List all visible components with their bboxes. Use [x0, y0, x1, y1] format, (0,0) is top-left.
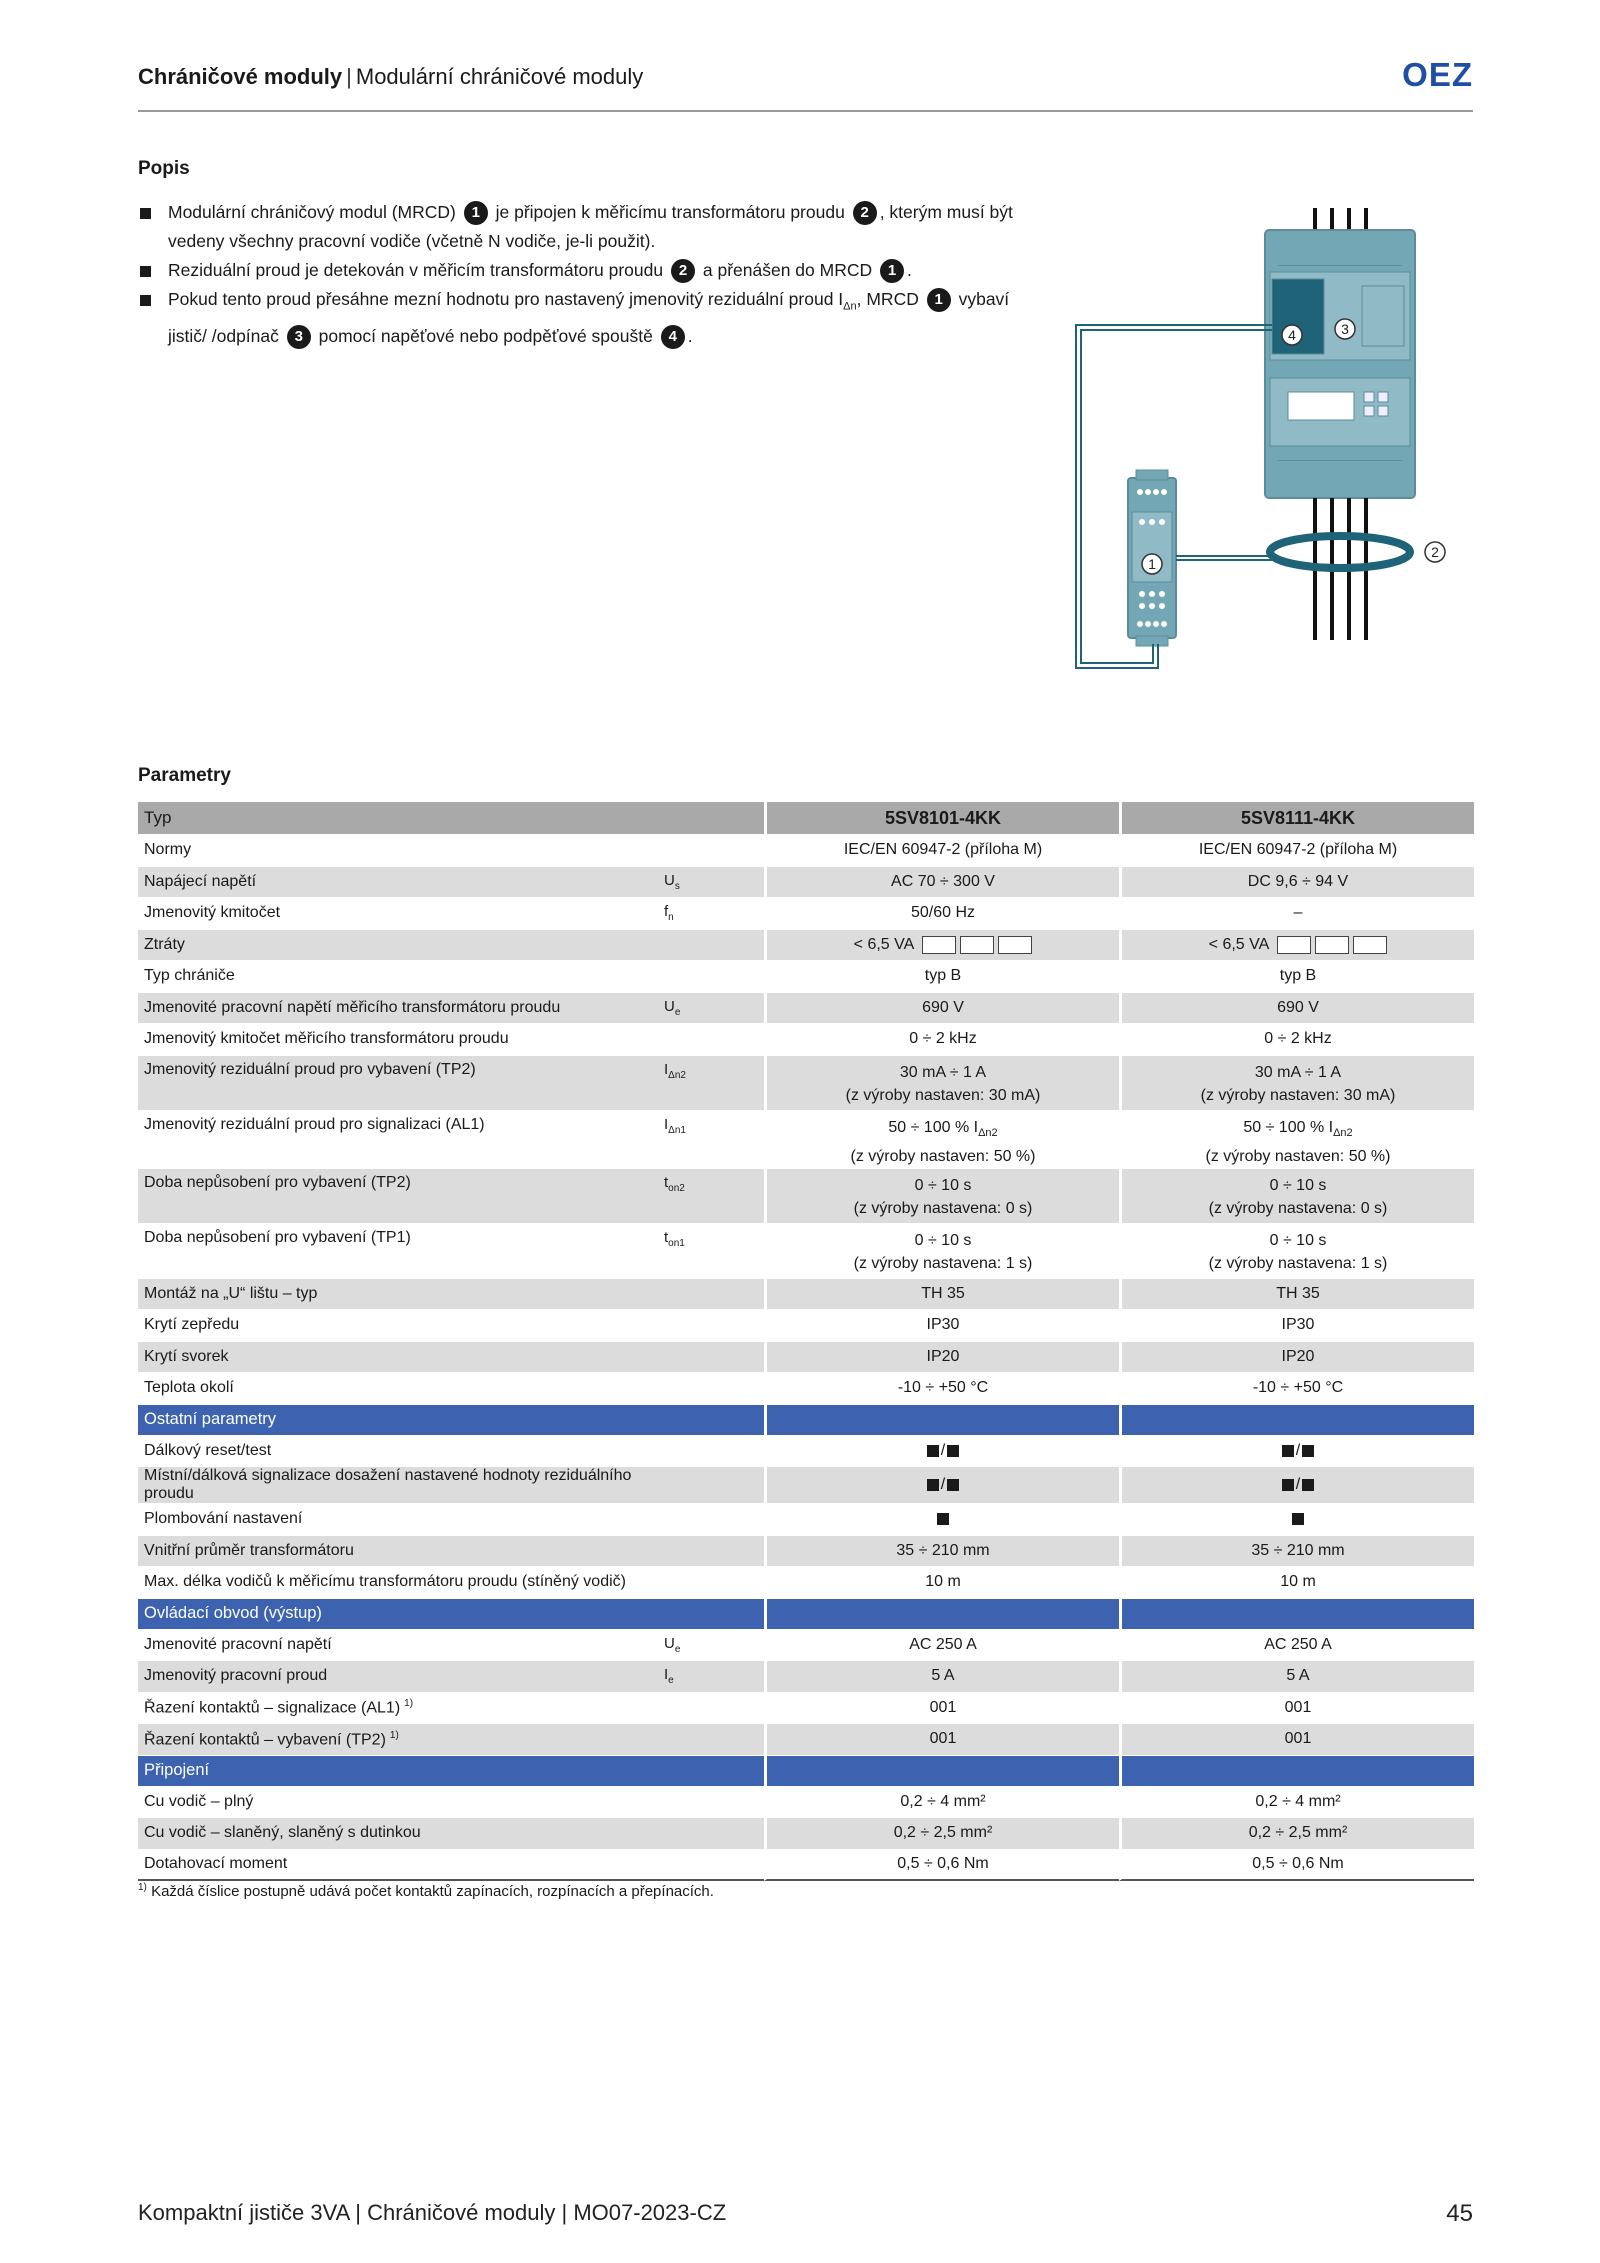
table-row [138, 1630, 1474, 1662]
table-row [138, 1342, 1474, 1374]
value-model-1: -10 ÷ +50 °C [764, 1373, 1119, 1405]
value-model-1: 0,5 ÷ 0,6 Nm [764, 1850, 1119, 1882]
value-model-2: 0 ÷ 10 s (z výroby nastavena: 0 s) [1119, 1169, 1474, 1224]
table-row [138, 1279, 1474, 1311]
param-label: Plombování nastavení [138, 1504, 658, 1536]
param-symbol [658, 1724, 764, 1756]
table-row [138, 1661, 1474, 1693]
mrcd-module [1128, 470, 1176, 646]
param-label: Řazení kontaktů – signalizace (AL1) $^{1)}$ [138, 1693, 658, 1725]
param-symbol [658, 1693, 764, 1725]
table-row [138, 1310, 1474, 1342]
param-symbol: $U_s$ [658, 867, 764, 899]
table-row [138, 1467, 1474, 1504]
section-label: Ovládací obvod (výstup) [138, 1599, 658, 1630]
pulse-icon [1315, 936, 1349, 954]
param-label: Cu vodič – slaněný, slaněný s dutinkou [138, 1818, 658, 1850]
circuit-breaker [1265, 230, 1415, 498]
table-row [138, 1111, 1474, 1169]
param-symbol: $t_{on2}$ [658, 1169, 764, 1224]
value-model-2: 0 ÷ 2 kHz [1119, 1024, 1474, 1056]
value-model-2: 0,5 ÷ 0,6 Nm [1119, 1850, 1474, 1882]
feature-available-icon [927, 1479, 939, 1491]
value-model-2: -10 ÷ +50 °C [1119, 1373, 1474, 1405]
param-label: Typ chrániče [138, 961, 658, 993]
param-symbol: $I_e$ [658, 1661, 764, 1693]
feature-available-icon [947, 1445, 959, 1457]
param-symbol [658, 1342, 764, 1374]
value-model-2: 0,2 ÷ 4 mm² [1119, 1787, 1474, 1819]
param-symbol [658, 1436, 764, 1468]
param-label: Dálkový reset/test [138, 1436, 658, 1468]
param-label: Jmenovitý kmitočet měřicího transformátoru proudu [138, 1024, 658, 1056]
bullet-2: Reziduální proud je detekován v měřicím transformátoru proudu 2 a přenášen do MRCD 1 . [138, 256, 1018, 285]
table-section-row [138, 1599, 1474, 1630]
value-model-1 [764, 1504, 1119, 1536]
value-model-2: IEC/EN 60947-2 (příloha M) [1119, 835, 1474, 867]
value-model-1: 5 A [764, 1661, 1119, 1693]
param-symbol [658, 1567, 764, 1599]
param-label: Jmenovitý pracovní proud [138, 1661, 658, 1693]
table-row [138, 1056, 1474, 1111]
feature-available-icon [947, 1479, 959, 1491]
param-label: Doba nepůsobení pro vybavení (TP2) [138, 1169, 658, 1224]
description-heading: Popis [138, 158, 190, 179]
value-model-1: 0,2 ÷ 4 mm² [764, 1787, 1119, 1819]
current-transformer [1270, 536, 1445, 568]
table-row [138, 898, 1474, 930]
value-model-2: 001 [1119, 1693, 1474, 1725]
header-title-bold: Chráničové moduly [138, 64, 343, 89]
param-label: Jmenovité pracovní napětí [138, 1630, 658, 1662]
table-row [138, 1693, 1474, 1725]
param-symbol [658, 835, 764, 867]
dc-icon [998, 936, 1032, 954]
value-model-1: IEC/EN 60947-2 (příloha M) [764, 835, 1119, 867]
value-model-1: TH 35 [764, 1279, 1119, 1311]
param-label: Vnitřní průměr transformátoru [138, 1536, 658, 1568]
param-symbol: $I_{\Delta n1}$ [658, 1111, 764, 1169]
header-separator: | [346, 64, 352, 89]
param-symbol [658, 961, 764, 993]
param-symbol [658, 930, 764, 962]
value-model-2: 001 [1119, 1724, 1474, 1756]
table-section-row [138, 1405, 1474, 1436]
feature-available-icon [1302, 1445, 1314, 1457]
page-number: 45 [1446, 2200, 1473, 2227]
value-model-2: 690 V [1119, 993, 1474, 1025]
value-model-2: 0,2 ÷ 2,5 mm² [1119, 1818, 1474, 1850]
value-model-1: IP20 [764, 1342, 1119, 1374]
param-symbol: $U_e$ [658, 1630, 764, 1662]
value-model-1: IP30 [764, 1310, 1119, 1342]
param-label: Jmenovitý kmitočet [138, 898, 658, 930]
page-header [138, 56, 1473, 112]
value-model-2: / [1119, 1436, 1474, 1468]
bullet-1: Modulární chráničový modul (MRCD) 1 je připojen k měřicímu transformátoru proudu 2 , kterým musí být vedeny všechny pracovní vodiče (včetně N vodiče, je-li použit). [138, 198, 1018, 256]
table-row [138, 1373, 1474, 1405]
value-model-1: 50 ÷ 100 % $I_{\Delta n2}$ (z výroby nastaven: 50 %) [764, 1111, 1119, 1169]
table-row [138, 1850, 1474, 1882]
callout-1-label: 1 [1148, 556, 1156, 572]
value-model-2: 0 ÷ 10 s (z výroby nastavena: 1 s) [1119, 1224, 1474, 1279]
table-row [138, 1818, 1474, 1850]
value-model-1: 0 ÷ 2 kHz [764, 1024, 1119, 1056]
value-model-2 [1119, 1504, 1474, 1536]
feature-available-icon [1302, 1479, 1314, 1491]
value-model-1: AC 70 ÷ 300 V [764, 867, 1119, 899]
callout-number: 3 [287, 325, 311, 349]
value-model-1: 0,2 ÷ 2,5 mm² [764, 1818, 1119, 1850]
param-symbol: $I_{\Delta n2}$ [658, 1056, 764, 1111]
feature-available-icon [1282, 1445, 1294, 1457]
callout-number: 4 [661, 325, 685, 349]
value-model-1: 30 mA ÷ 1 A (z výroby nastaven: 30 mA) [764, 1056, 1119, 1111]
param-symbol [658, 1536, 764, 1568]
param-label: Max. délka vodičů k měřicímu transformátoru proudu (stíněný vodič) [138, 1567, 658, 1599]
callout-4-label: 4 [1288, 327, 1296, 343]
pulse-icon [960, 936, 994, 954]
footer-text: Kompaktní jističe 3VA | Chráničové moduly | MO07-2023-CZ [138, 2200, 727, 2225]
callout-number: 1 [880, 259, 904, 283]
value-model-2: 30 mA ÷ 1 A (z výroby nastaven: 30 mA) [1119, 1056, 1474, 1111]
param-symbol: $t_{on1}$ [658, 1224, 764, 1279]
value-model-1: 001 [764, 1724, 1119, 1756]
param-label: Místní/dálková signalizace dosažení nastavené hodnoty reziduálního proudu [138, 1467, 658, 1504]
value-model-2: 35 ÷ 210 mm [1119, 1536, 1474, 1568]
footnote-ref: 1) [404, 1698, 414, 1710]
param-label: Jmenovité pracovní napětí měřicího transformátoru proudu [138, 993, 658, 1025]
footnote-mark: 1) [138, 1882, 147, 1893]
value-model-1: 0 ÷ 10 s (z výroby nastavena: 1 s) [764, 1224, 1119, 1279]
footnote [138, 1882, 714, 1900]
header-type-label: Typ [138, 802, 658, 835]
callout-number: 1 [927, 288, 951, 312]
value-model-2: 10 m [1119, 1567, 1474, 1599]
table-row [138, 930, 1474, 962]
table-header-row [138, 802, 1474, 835]
callout-3-label: 3 [1341, 321, 1349, 337]
value-model-1: < 6,5 VA [764, 930, 1119, 962]
feature-available-icon [937, 1513, 949, 1525]
oez-logo: OEZ [1402, 56, 1473, 93]
value-model-1: 001 [764, 1693, 1119, 1725]
dc-icon [1353, 936, 1387, 954]
value-model-1: typ B [764, 961, 1119, 993]
param-label: Krytí svorek [138, 1342, 658, 1374]
param-symbol [658, 1310, 764, 1342]
callout-number: 2 [671, 259, 695, 283]
table-section-row [138, 1756, 1474, 1787]
param-symbol [658, 1024, 764, 1056]
value-model-1: 0 ÷ 10 s (z výroby nastavena: 0 s) [764, 1169, 1119, 1224]
table-row [138, 1504, 1474, 1536]
param-label: Normy [138, 835, 658, 867]
param-label: Dotahovací moment [138, 1850, 658, 1882]
footnote-ref: 1) [389, 1729, 399, 1741]
value-model-2: TH 35 [1119, 1279, 1474, 1311]
param-label: Teplota okolí [138, 1373, 658, 1405]
parameters-table [138, 802, 1474, 1881]
table-row [138, 867, 1474, 899]
param-label: Napájecí napětí [138, 867, 658, 899]
value-model-2: IP30 [1119, 1310, 1474, 1342]
parameters-heading: Parametry [138, 765, 231, 786]
value-model-2: – [1119, 898, 1474, 930]
section-label: Ostatní parametry [138, 1405, 658, 1436]
section-label: Připojení [138, 1756, 658, 1787]
table-row [138, 1567, 1474, 1599]
ac-wave-icon [922, 936, 956, 954]
header-model-2: 5SV8111-4KK [1119, 802, 1474, 835]
param-symbol [658, 1818, 764, 1850]
value-model-1: 35 ÷ 210 mm [764, 1536, 1119, 1568]
param-symbol [658, 1787, 764, 1819]
feature-available-icon [927, 1445, 939, 1457]
value-model-1: / [764, 1436, 1119, 1468]
value-model-1: AC 250 A [764, 1630, 1119, 1662]
param-symbol [658, 1279, 764, 1311]
param-label: Řazení kontaktů – vybavení (TP2) $^{1)}$ [138, 1724, 658, 1756]
value-model-2: IP20 [1119, 1342, 1474, 1374]
bullet-3: Pokud tento proud přesáhne mezní hodnotu pro nastavený jmenovitý reziduální proud $I_{\Delta n}$, MRCD 1 vybaví jistič/ /odpínač 3 pomocí napěťové nebo podpěťové spouště 4 . [138, 285, 1018, 351]
table-row [138, 961, 1474, 993]
feature-available-icon [1282, 1479, 1294, 1491]
param-label: Jmenovitý reziduální proud pro vybavení (TP2) [138, 1056, 658, 1111]
ac-wave-icon [1277, 936, 1311, 954]
value-model-1: 690 V [764, 993, 1119, 1025]
table-row [138, 993, 1474, 1025]
param-label: Montáž na „U“ lištu – typ [138, 1279, 658, 1311]
value-model-2: < 6,5 VA [1119, 930, 1474, 962]
param-symbol [658, 1504, 764, 1536]
param-label: Cu vodič – plný [138, 1787, 658, 1819]
header-title [138, 64, 643, 90]
value-model-2: / [1119, 1467, 1474, 1504]
header-model-1: 5SV8101-4KK [764, 802, 1119, 835]
param-label: Krytí zepředu [138, 1310, 658, 1342]
loss-type-icons [1277, 936, 1387, 954]
table-row [138, 1536, 1474, 1568]
table-row [138, 1436, 1474, 1468]
table-row [138, 1024, 1474, 1056]
param-symbol [658, 1850, 764, 1882]
table-row [138, 1724, 1474, 1756]
value-model-2: DC 9,6 ÷ 94 V [1119, 867, 1474, 899]
table-row [138, 1787, 1474, 1819]
value-model-2: 50 ÷ 100 % $I_{\Delta n2}$ (z výroby nastaven: 50 %) [1119, 1111, 1474, 1169]
description-bullets [138, 198, 1018, 351]
loss-type-icons [922, 936, 1032, 954]
value-model-2: typ B [1119, 961, 1474, 993]
callout-number: 1 [464, 201, 488, 225]
param-symbol [658, 1467, 764, 1504]
wiring-diagram [1060, 200, 1480, 680]
callout-2-label: 2 [1431, 544, 1439, 560]
value-model-1: 10 m [764, 1567, 1119, 1599]
value-model-2: AC 250 A [1119, 1630, 1474, 1662]
param-symbol [658, 1373, 764, 1405]
callout-number: 2 [853, 201, 877, 225]
value-model-2: 5 A [1119, 1661, 1474, 1693]
param-label: Ztráty [138, 930, 658, 962]
value-model-1: / [764, 1467, 1119, 1504]
param-label: Doba nepůsobení pro vybavení (TP1) [138, 1224, 658, 1279]
param-symbol: $f_n$ [658, 898, 764, 930]
footnote-text: Každá číslice postupně udává počet kontaktů zapínacích, rozpínacích a přepínacích. [151, 1883, 714, 1900]
table-row [138, 835, 1474, 867]
feature-available-icon [1292, 1513, 1304, 1525]
value-model-1: 50/60 Hz [764, 898, 1119, 930]
param-label: Jmenovitý reziduální proud pro signalizaci (AL1) [138, 1111, 658, 1169]
param-symbol: $U_e$ [658, 993, 764, 1025]
table-row [138, 1169, 1474, 1224]
header-title-rest: Modulární chráničové moduly [355, 64, 644, 89]
table-row [138, 1224, 1474, 1279]
